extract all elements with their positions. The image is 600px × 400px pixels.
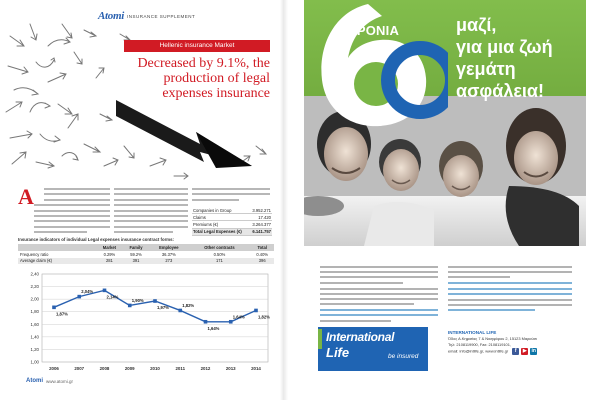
y-tick-label: 1,20 <box>30 346 39 352</box>
x-tick-label: 2007 <box>74 366 85 371</box>
article-column-2 <box>114 188 188 237</box>
data-point <box>103 289 107 293</box>
stats-label: Total Legal Expenses (€) <box>193 229 242 235</box>
international-life-logo <box>318 327 428 371</box>
table-header: Other contracts <box>188 244 250 251</box>
section-tag: Hellenic insurance Market <box>124 40 270 52</box>
x-tick-label: 2006 <box>49 366 59 371</box>
ad-body-column-2 <box>448 266 572 314</box>
y-tick-label: 1,80 <box>30 309 39 315</box>
youtube-icon[interactable]: ▶ <box>522 348 527 354</box>
table-cell: Average claim (€) <box>18 258 96 265</box>
ad-body-column-1 <box>320 266 438 325</box>
facebook-icon[interactable]: f <box>512 348 519 355</box>
stats-row-total <box>192 229 272 236</box>
page-gutter <box>280 0 288 400</box>
contact-address: Όδος Α.Κηφισίας 7 & Νικηφόρου 2, 15123 Μαρούσι <box>448 336 537 341</box>
table-row <box>18 251 274 258</box>
article-column-1 <box>34 188 110 237</box>
ad-slogan <box>456 14 586 102</box>
stats-row <box>192 221 272 228</box>
social-icons <box>512 348 537 355</box>
data-label: 1,97% <box>157 305 169 311</box>
page-footer <box>26 376 73 386</box>
footer-url: www.atomi.gr <box>46 378 74 384</box>
table-cell: 0.50% <box>213 251 226 257</box>
data-point <box>229 320 233 324</box>
contact-title: INTERNATIONAL LIFE <box>448 330 497 335</box>
logo-word-life: Life <box>326 345 350 360</box>
stats-value: 6.141.757 <box>252 229 271 235</box>
ad-banner <box>304 0 586 246</box>
data-label: 1,90% <box>131 297 144 303</box>
stats-row <box>192 207 272 214</box>
x-tick-label: 2012 <box>200 366 211 371</box>
contact-web: email: info@intlife.gr, www.intlife.gr <box>448 348 509 354</box>
y-tick-label: 2,00 <box>30 296 39 302</box>
data-point <box>77 295 81 299</box>
table-cell: 396 <box>250 258 274 265</box>
stats-value: 3.264.377 <box>252 221 271 227</box>
table-cell: 171 <box>188 258 250 265</box>
data-label: 1,64% <box>232 314 245 320</box>
masthead-logo: Atomi <box>98 10 125 22</box>
y-tick-label: 2,20 <box>30 284 39 290</box>
x-tick-label: 2013 <box>225 366 236 371</box>
stats-value: 3.952.271 <box>252 207 271 213</box>
data-point <box>52 306 56 310</box>
anniversary-60-logo <box>310 0 448 132</box>
advertisement-page <box>288 0 600 400</box>
table-cell: 273 <box>149 258 188 265</box>
dropcap: A <box>18 184 34 209</box>
anniversary-word: ΧΡΟΝΙΑ <box>348 23 400 38</box>
y-tick-label: 1,40 <box>30 334 39 340</box>
slogan-line: για μια ζωή <box>456 37 553 57</box>
slogan-line: μαζί, <box>456 15 497 35</box>
data-label: 1,82% <box>258 314 270 320</box>
x-tick-label: 2010 <box>150 366 160 371</box>
table-caption: Insurance indicators of individual Legal expenses insurance contract forms: <box>18 237 174 242</box>
table-cell: 281 <box>96 258 123 265</box>
contact-phone: Τηλ: 2108119900, Fax: 2108119101, <box>448 342 511 347</box>
logo-word-international: International <box>326 330 395 344</box>
table-cell: 0.29% <box>103 251 116 257</box>
table-header: Family <box>123 244 149 251</box>
x-tick-label: 2009 <box>124 366 135 371</box>
data-point <box>178 309 182 313</box>
logo-tagline: be insured <box>388 353 419 360</box>
stats-label: Companies in Group <box>193 207 232 213</box>
article-column-3 <box>192 188 270 204</box>
table-header: Employee <box>149 244 188 251</box>
stats-value: 17.420 <box>258 214 271 220</box>
footer-brand: Atomi <box>26 378 43 384</box>
stats-table <box>192 207 272 236</box>
table-cell: 0.40% <box>256 251 268 257</box>
masthead-supplement: INSURANCE SUPPLEMENT <box>127 13 196 19</box>
y-tick-label: 1,00 <box>30 359 39 365</box>
indicators-table <box>18 244 274 264</box>
article-page <box>0 0 280 400</box>
table-cell: Frequency ratio <box>20 251 49 257</box>
table-cell: 36.37% <box>161 251 176 257</box>
stats-row <box>192 214 272 221</box>
table-header: Total <box>250 244 274 251</box>
x-tick-label: 2011 <box>175 366 186 371</box>
linkedin-icon[interactable]: in <box>531 348 536 354</box>
data-point <box>254 309 258 313</box>
article-headline: Decreased by 9.1%, the production of legal expenses insurance <box>137 56 270 101</box>
data-label: 1,87% <box>56 311 68 317</box>
slogan-line: γεμάτη <box>456 59 516 79</box>
line-chart <box>20 268 274 376</box>
table-header: Market <box>96 244 123 251</box>
data-point <box>153 299 157 303</box>
company-contact <box>448 330 578 355</box>
table-row <box>18 258 274 265</box>
table-header-row <box>18 244 274 251</box>
data-label: 2,04% <box>81 289 94 295</box>
stats-label: Claims <box>193 214 206 220</box>
y-tick-label: 1,60 <box>30 321 39 327</box>
x-tick-label: 2014 <box>251 366 261 371</box>
data-label: 1,82% <box>182 302 195 308</box>
data-label: 1,64% <box>207 325 220 331</box>
stats-label: Premiums (€) <box>193 221 219 227</box>
slogan-line: ασφάλεια! <box>456 81 544 101</box>
y-tick-label: 2,40 <box>30 271 39 277</box>
data-point <box>128 304 132 308</box>
data-label: 2,14% <box>106 294 119 300</box>
table-cell: 59.2% <box>130 251 142 257</box>
x-tick-label: 2008 <box>99 366 110 371</box>
table-cell: 391 <box>123 258 149 265</box>
data-point <box>204 320 208 324</box>
table-header <box>18 244 96 251</box>
